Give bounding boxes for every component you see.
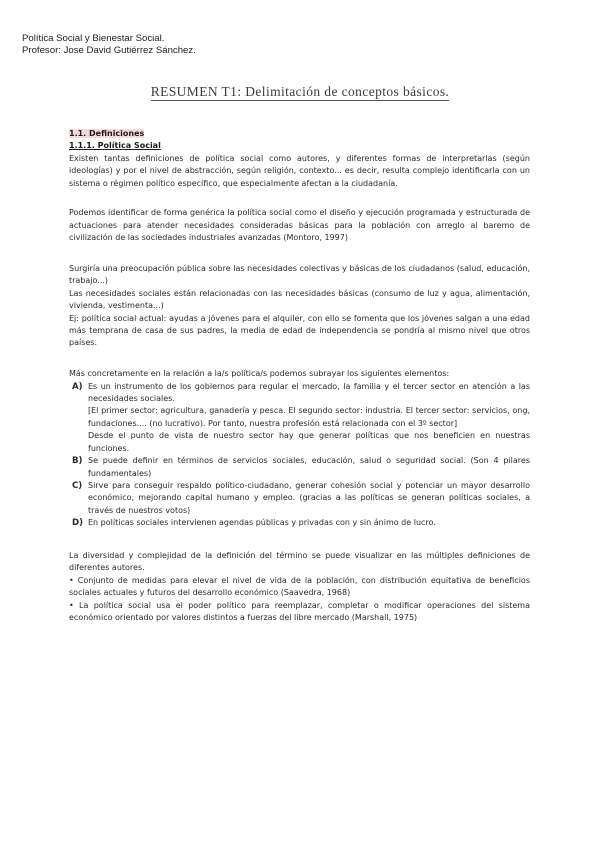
list-item (69, 480, 530, 517)
list-item-text: Sirve para conseguir respaldo político-ciudadano, generar cohesión social y potenciar un mayor desarrollo económico, mejorando capital humano y empleo. (gracias a las políticas se generan políticas sociales, a través de nuestros votos) (88, 480, 530, 515)
paragraph-concern: Surgiría una preocupación pública sobre las necesidades colectivas y básicas de los ciudadanos (salud, educación, trabajo...) (69, 264, 530, 286)
bullet-saavedra: • Conjunto de medidas para elevar el nivel de vida de la población, con distribución equitativa de beneficios sociales actuales y futuros del desarrollo económico (Saavedra, 1968) (69, 575, 530, 598)
professor-name: Profesor: Jose David Gutiérrez Sánchez. (22, 45, 196, 56)
subsection-heading: 1.1.1. Política Social (69, 141, 161, 151)
paragraph-diversity: La diversidad y complejidad de la definición del término se puede visualizar en las múltiples definiciones de diferentes autores. (69, 550, 530, 573)
paragraph-elements-intro: Más concretamente en la relación a la/s política/s podemos subrayar los siguientes elementos: (69, 369, 450, 379)
list-item-text: Se puede definir en términos de servicios sociales, educación, salud o seguridad social. (Son 4 pilares fundamentales) (88, 456, 530, 478)
list-marker: A) (72, 381, 83, 392)
list-item-text: Es un instrumento de los gobiernos para regular el mercado, la familia y el tercer sector en atención a las necesidades sociales. (88, 381, 530, 404)
list-item-note: [El primer sector: agricultura, ganadería y pesca. El segundo sector: industria. El tercer sector: servicios, ong, fundaciones.... (no lucrativo). Por tanto, nuestra profesión está relacionada con el 3º sector] (88, 406, 530, 428)
document-header (22, 33, 196, 57)
paragraph-example: Ej: política social actual: ayudas a jóvenes para el alquiler, con ello se fomenta que los jóvenes salgan a una edad más temprana de casa de sus padres, la media de edad de independencia se pondría al mismo nivel que otros países. (69, 313, 530, 348)
page-title-text: RESUMEN T1: Delimitación de conceptos básicos. (150, 84, 450, 99)
list-marker: C) (72, 480, 83, 491)
paragraph-definition: Podemos identificar de forma genérica la política social como el diseño y ejecución programada y estructurada de actuaciones para atender necesidades consideradas básicas para la población con arreglo al baremo de civilización de las sociedades industriales avanzadas (Montoro, 1997) (69, 208, 530, 243)
course-title: Política Social y Bienestar Social. (22, 33, 165, 44)
list-item (69, 381, 530, 406)
section-heading: 1.1. Definiciones (69, 129, 145, 138)
document-body (69, 128, 530, 624)
paragraph-intro: Existen tantas definiciones de política social como autores, y diferentes formas de interpretarlas (según ideologías) y por el nivel de abstracción, según religión, contexto... es decir, resulta complejo identificarla con un sistema o régimen político específico, que especialmente afectan a la ciudadanía. (69, 153, 530, 188)
list-item-note: Desde el punto de vista de nuestro sector hay que generar políticas que nos beneficien en nuestras funciones. (88, 431, 530, 453)
list-item (69, 517, 530, 529)
page-title (0, 84, 600, 100)
list-marker: B) (72, 456, 83, 467)
list-item-text: En políticas sociales intervienen agendas públicas y privadas con y sin ánimo de lucro. (88, 518, 436, 528)
bullet-marshall: • La política social usa el poder político para reemplazar, completar o modificar operaciones del sistema económico orientado por valores distintos a fuerzas del libre mercado (Marshall, 1975) (69, 600, 530, 622)
list-marker: D) (72, 518, 84, 529)
paragraph-needs: Las necesidades sociales están relacionadas con las necesidades básicas (consumo de luz y agua, alimentación, vivienda, vestimenta...) (69, 288, 530, 311)
list-item (69, 455, 530, 480)
